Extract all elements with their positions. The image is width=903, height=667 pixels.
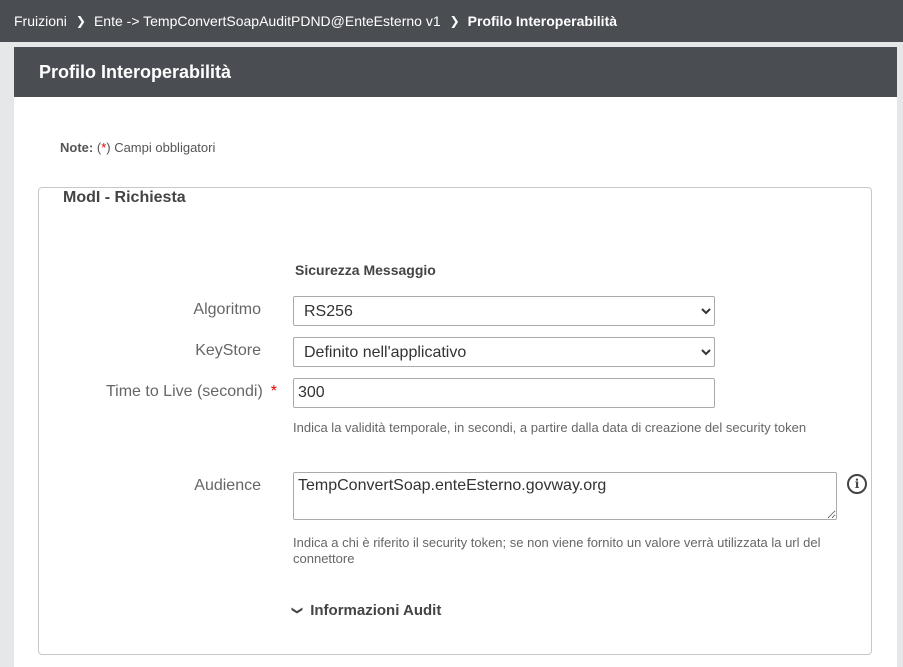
breadcrumb-ente[interactable]: Ente -> TempConvertSoapAuditPDND@EnteEsterno v1 <box>93 13 441 29</box>
note-star: * <box>101 140 107 155</box>
page-title: Profilo Interoperabilità <box>14 47 897 97</box>
informazioni-audit-toggle[interactable] <box>293 602 441 619</box>
keystore-select[interactable] <box>293 337 715 367</box>
algoritmo-label: Algoritmo <box>193 301 261 318</box>
sicurezza-messaggio-title: Sicurezza Messaggio <box>295 262 436 278</box>
ttl-required-star: * <box>270 383 277 400</box>
chevron-right-icon: ❯ <box>75 14 86 28</box>
breadcrumb-fruizioni[interactable]: Fruizioni <box>14 13 67 29</box>
audience-textarea[interactable] <box>293 472 837 520</box>
ttl-label-row <box>14 383 277 401</box>
chevron-down-icon: ❯ <box>291 605 304 616</box>
main-panel <box>14 47 897 667</box>
note-text: ) Campi obbligatori <box>106 140 216 155</box>
ttl-input[interactable] <box>293 378 715 408</box>
required-note <box>60 140 215 155</box>
note-open: ( <box>96 140 102 155</box>
breadcrumb-current: Profilo Interoperabilità <box>467 13 618 29</box>
ttl-label: Time to Live (secondi) <box>105 383 263 400</box>
keystore-label: KeyStore <box>195 342 261 359</box>
breadcrumb <box>0 0 903 42</box>
ttl-hint: Indica la validità temporale, in secondi, a partire dalla data di creazione del security token <box>293 420 807 435</box>
chevron-right-icon: ❯ <box>449 14 460 28</box>
section-legend: ModI - Richiesta <box>53 189 196 207</box>
informazioni-audit-label: Informazioni Audit <box>310 602 442 619</box>
audience-label: Audience <box>194 477 261 494</box>
info-icon[interactable]: i <box>847 474 867 494</box>
audience-hint: Indica a chi è riferito il security token; se non viene fornito un valore verrà utilizzata la url del connettore <box>293 535 821 566</box>
algoritmo-select[interactable] <box>293 296 715 326</box>
note-label: Note: <box>60 140 94 155</box>
